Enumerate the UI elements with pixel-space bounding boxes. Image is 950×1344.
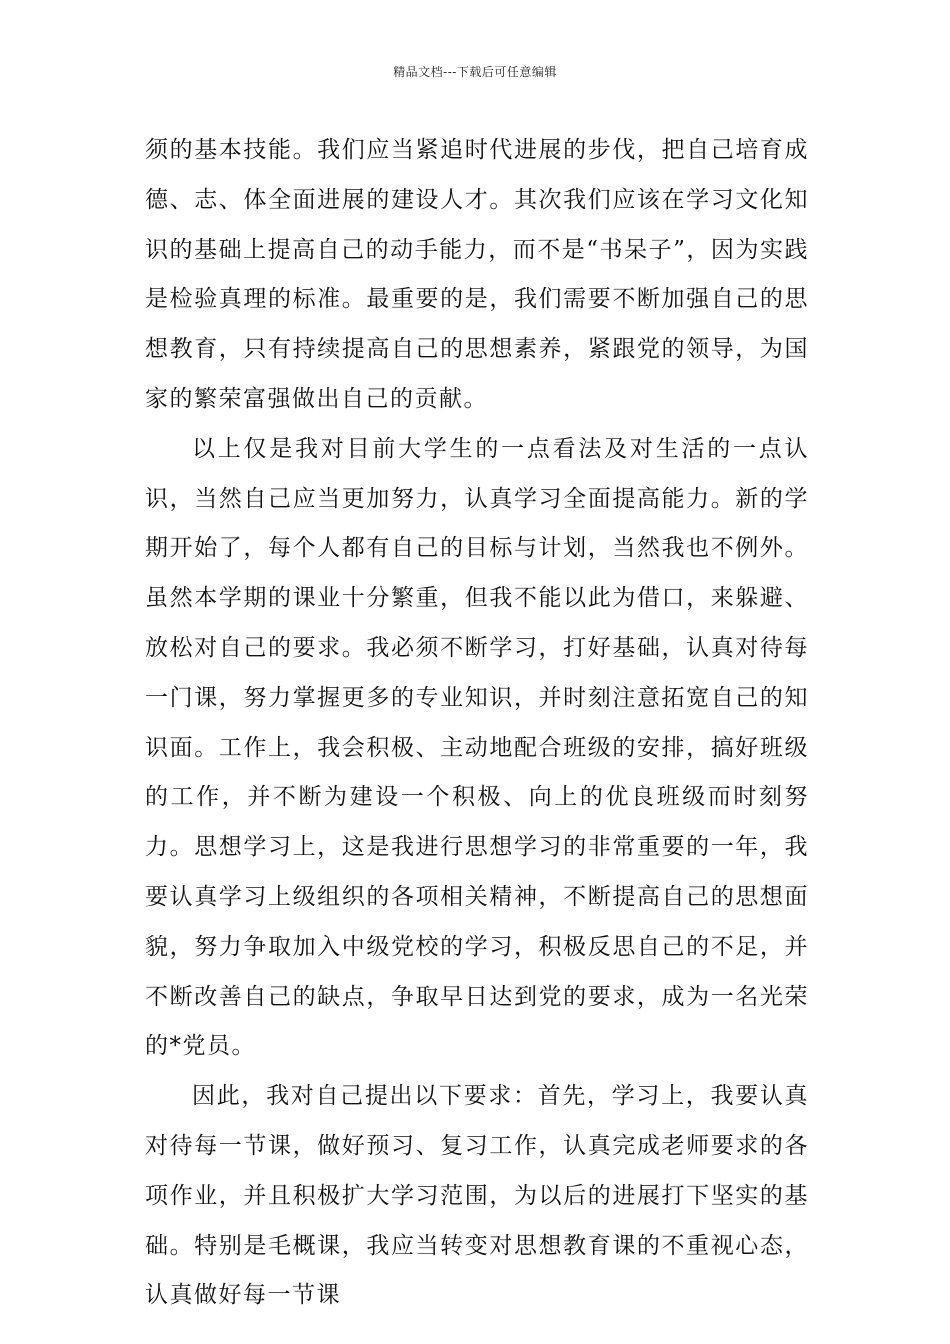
paragraph-requirements: 因此，我对自己提出以下要求：首先，学习上，我要认真对待每一节课，做好预习、复习工作，认真完成老师要求的各项作业，并且积极扩大学习范围，为以后的进展打下坚实的基础。特别是毛概课，我应当转变对思想教育课的不重视心态，认真做好每一节课 (145, 1083, 809, 1309)
paragraph-continued: 须的基本技能。我们应当紧追时代进展的步伐，把自己培育成德、志、体全面进展的建设人才。其次我们应该在学习文化知识的基础上提高自己的动手能力，而不是“书呆子”，因为实践是检验真理的标准。最重要的是，我们需要不断加强自己的思想教育，只有持续提高自己的思想素养，紧跟党的领导，为国家的繁荣富强做出自己的贡献。 (145, 137, 809, 412)
document-body (145, 126, 809, 1321)
page-header: 精品文档---下载后可任意编辑 (393, 65, 557, 79)
paragraph-views: 以上仅是我对目前大学生的一点看法及对生活的一点认识，当然自己应当更加努力，认真学习全面提高能力。新的学期开始了，每个人都有自己的目标与计划，当然我也不例外。虽然本学期的课业十分繁重，但我不能以此为借口，来躲避、放松对自己的要求。我必须不断学习，打好基础，认真对待每一门课，努力掌握更多的专业知识，并时刻注意拓宽自己的知识面。工作上，我会积极、主动地配合班级的安排，搞好班级的工作，并不断为建设一个积极、向上的优良班级而时刻努力。思想学习上，这是我进行思想学习的非常重要的一年，我要认真学习上级组织的各项相关精神，不断提高自己的思想面貌，努力争取加入中级党校的学习，积极反思自己的不足，并不断改善自己的缺点，争取早日达到党的要求，成为一名光荣的*党员。 (145, 435, 809, 1060)
